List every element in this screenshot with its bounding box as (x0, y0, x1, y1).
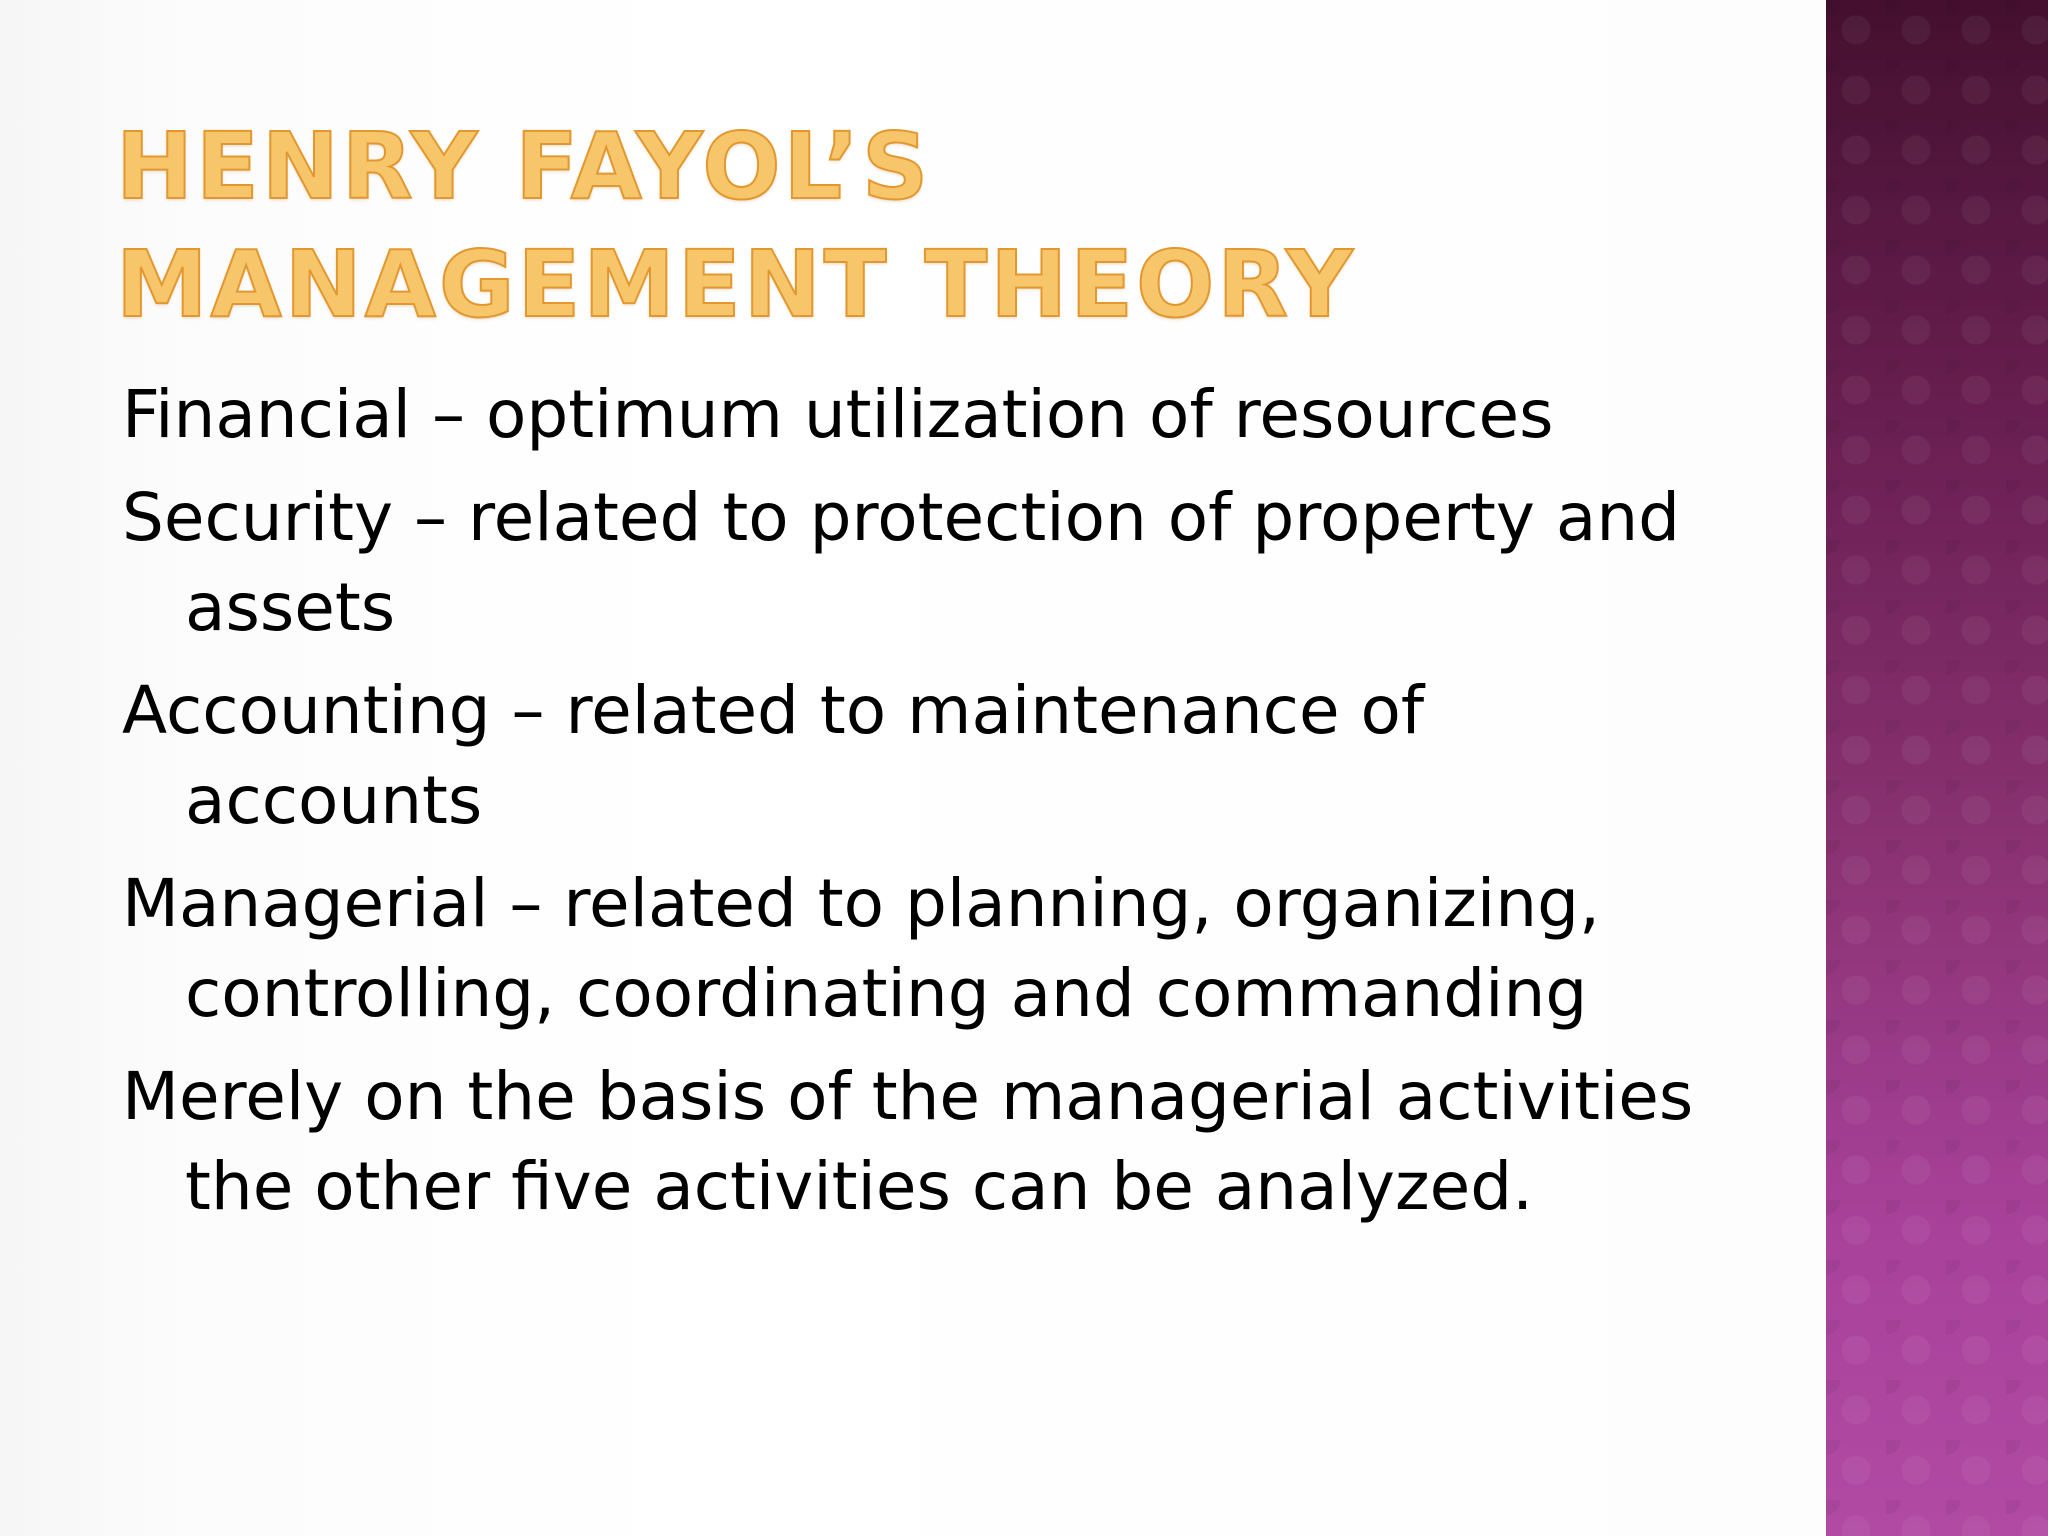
bullet-financial: Financial – optimum utilization of resources (122, 376, 1554, 453)
bullet-list (122, 370, 1742, 1245)
slide-title: HENRY FAYOL’S MANAGEMENT THEORY (116, 113, 1356, 338)
decorative-side-band (1826, 0, 2048, 1536)
bullet-managerial: Managerial – related to planning, organizing, controlling, coordinating and commanding (122, 865, 1600, 1032)
bullet-summary: Merely on the basis of the managerial activities the other five activities can be analyzed. (122, 1058, 1694, 1225)
bullet-accounting: Accounting – related to maintenance of accounts (122, 672, 1425, 839)
bullet-security: Security – related to protection of property and assets (122, 479, 1681, 646)
